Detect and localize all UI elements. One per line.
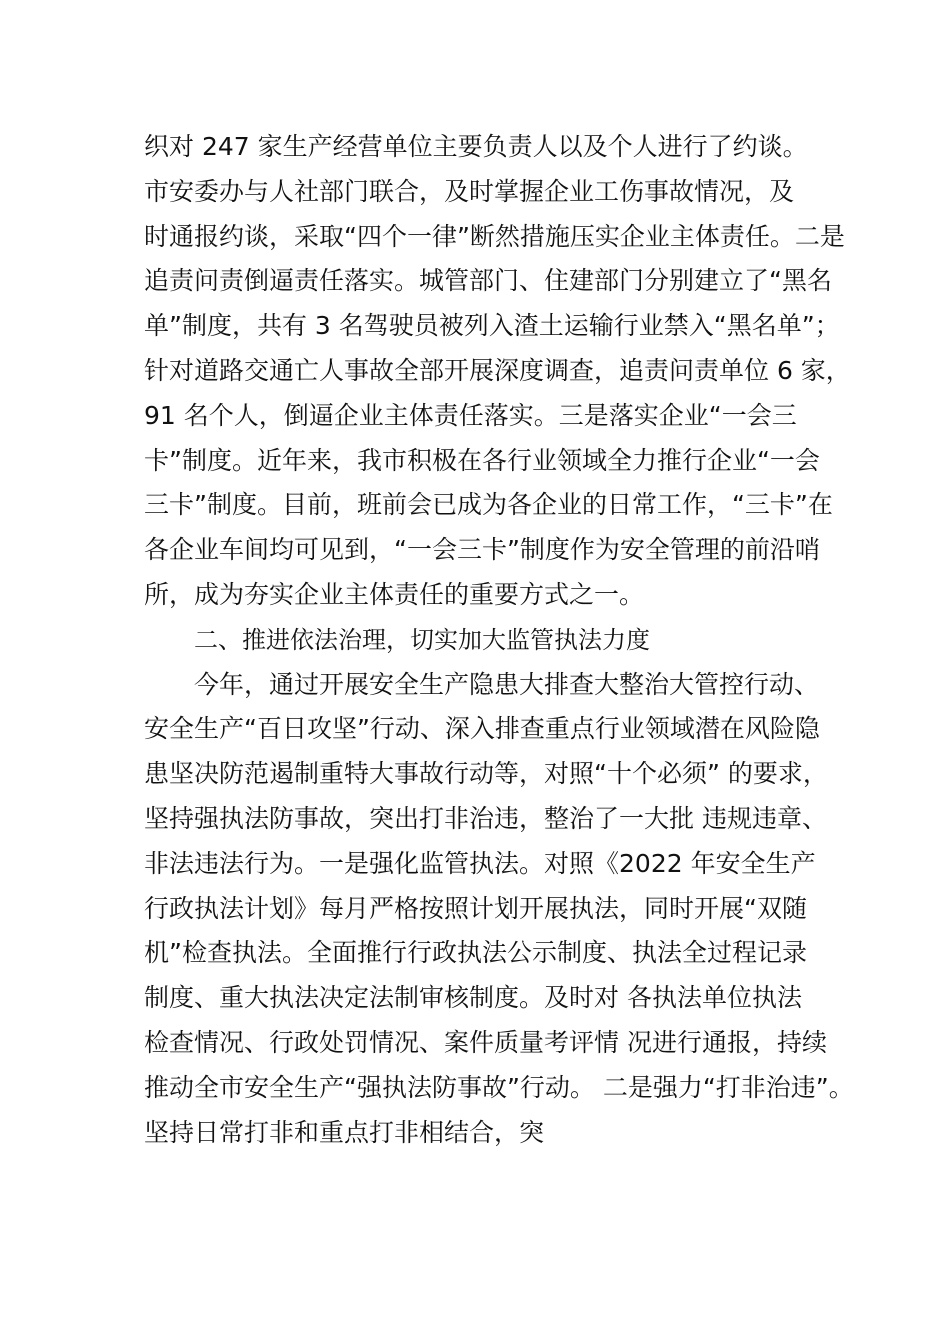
text-line: 安全生产“百日攻坚”行动、深入排查重点行业领域潜在风险隐 [144, 714, 820, 744]
text-line: 坚持日常打非和重点打非相结合，突 [144, 1117, 545, 1147]
text-line: 机”检查执法。全面推行行政执法公示制度、执法全过程记录 [144, 938, 807, 968]
text-line: 今年，通过开展安全生产隐患大排查大整治大管控行动、 [194, 669, 820, 699]
text-line: 推动全市安全生产“强执法防事故”行动。 二是强力“打非治违”。 [144, 1072, 854, 1102]
text-line: 所，成为夯实企业主体责任的重要方式之一。 [144, 579, 645, 609]
text-line: 针对道路交通亡人事故全部开展深度调查，追责问责单位 6 家， [144, 355, 851, 385]
text-line: 行政执法计划》每月严格按照计划开展执法，同时开展“双随 [144, 893, 807, 923]
text-line: 各企业车间均可见到，“一会三卡”制度作为安全管理的前沿哨 [144, 535, 820, 565]
document-body [144, 125, 854, 1155]
text-line: 追责问责倒逼责任落实。城管部门、住建部门分别建立了“黑名 [144, 266, 832, 296]
text-line: 卡”制度。近年来，我市积极在各行业领域全力推行企业“一会 [144, 445, 820, 475]
text-line: 单”制度，共有 3 名驾驶员被列入渣土运输行业禁入“黑名单”； [144, 311, 840, 341]
text-line: 检查情况、行政处罚情况、案件质量考评情 况进行通报，持续 [144, 1027, 827, 1057]
text-line: 非法违法行为。一是强化监管执法。对照《2022 年安全生产 [144, 848, 816, 878]
text-line: 市安委办与人社部门联合，及时掌握企业工伤事故情况，及 [144, 176, 795, 206]
text-line: 坚持强执法防事故，突出打非治违，整治了一大批 违规违章、 [144, 803, 827, 833]
section-heading: 二、推进依法治理，切实加大监管执法力度 [194, 625, 650, 654]
text-line: 三卡”制度。目前，班前会已成为各企业的日常工作，“三卡”在 [144, 490, 833, 520]
text-line: 制度、重大执法决定法制审核制度。及时对 各执法单位执法 [144, 983, 802, 1013]
text-line: 织对 247 家生产经营单位主要负责人以及个人进行了约谈。 [144, 132, 808, 161]
text-line: 患坚决防范遏制重特大事故行动等，对照“十个必须” 的要求， [144, 759, 828, 789]
text-line: 时通报约谈，采取“四个一律”断然措施压实企业主体责任。二是 [144, 221, 845, 251]
text-line: 91 名个人，倒逼企业主体责任落实。三是落实企业“一会三 [144, 400, 797, 430]
